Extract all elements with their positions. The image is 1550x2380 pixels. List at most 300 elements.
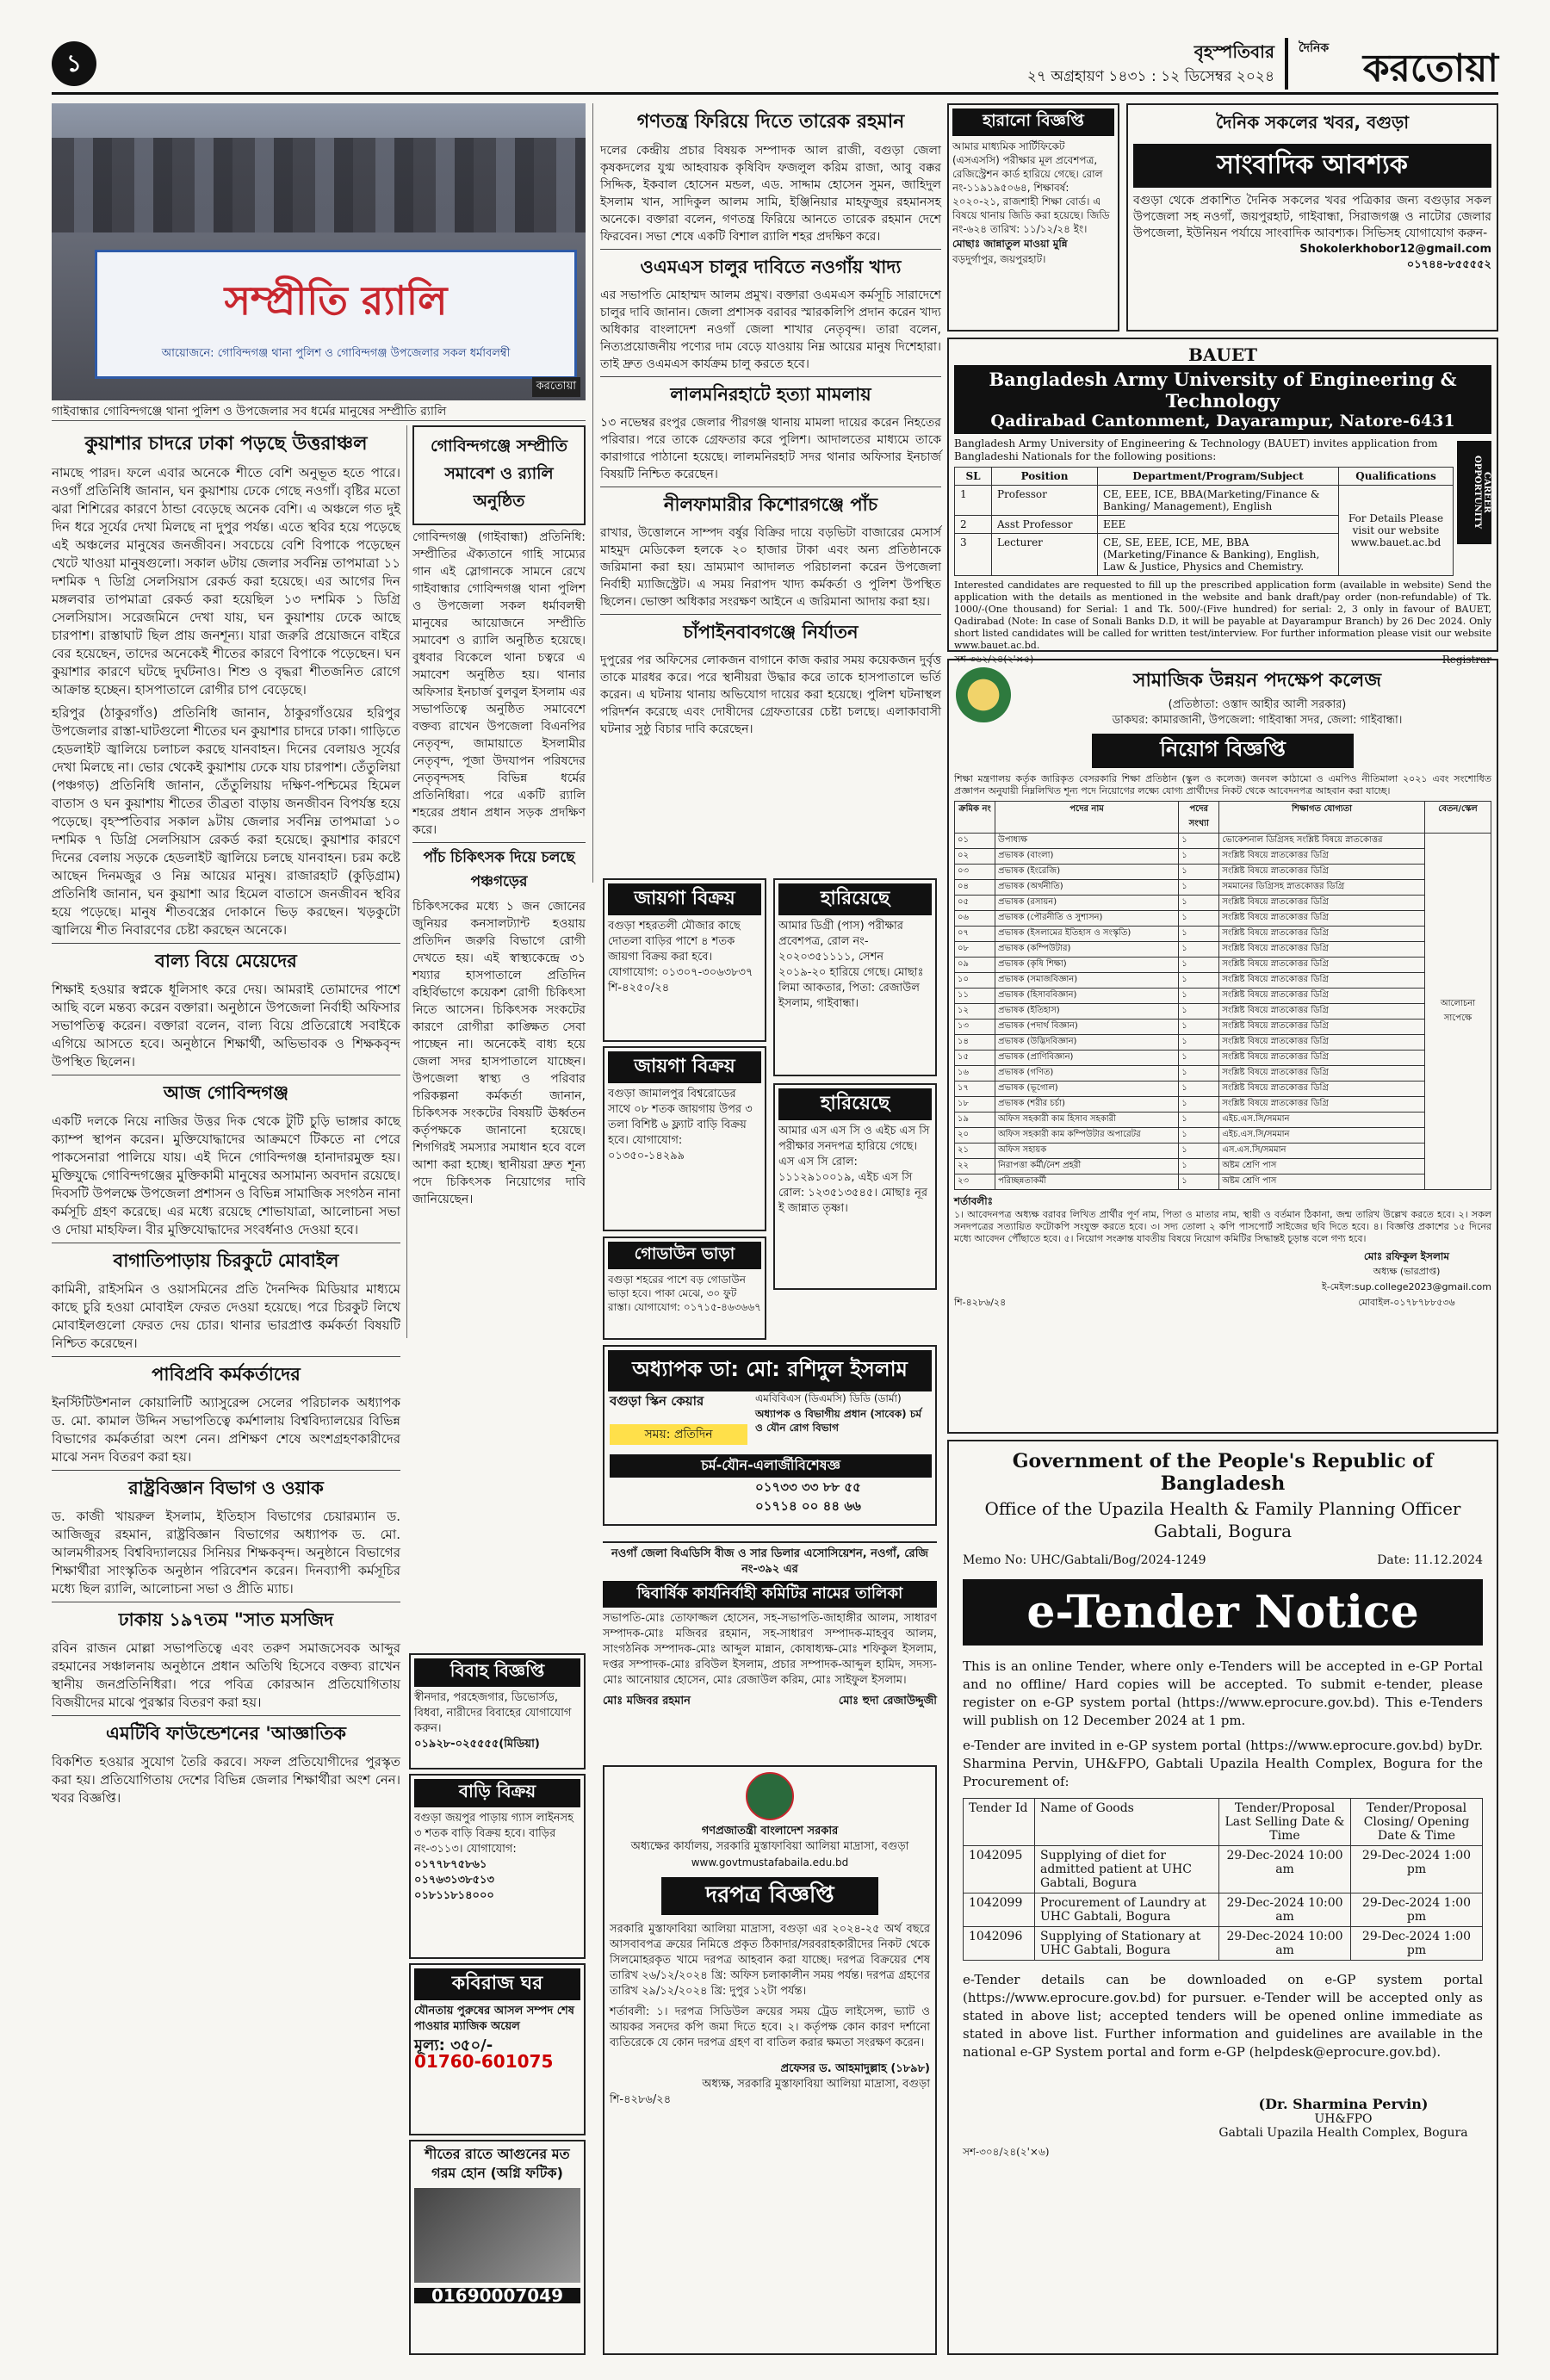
college-cell: সংশ্লিষ্ট বিষয়ে স্নাতকোত্তর ডিগ্রি: [1219, 1097, 1425, 1113]
ad-biye-phone: ০১৯২৮-০২৫৫৫৫(মিডিয়া): [414, 1738, 540, 1751]
article-c5-body: দুপুরের পর অফিসের লোকজন বাগানে কাজ করার সময় কয়েকজন দুর্বৃত্ত তাকে মারধর করে। পরে স্থানীয়রা উদ্ধার করে তাকে হাসপাতালে ভর্তি করেন। এ ঘটনায় থানায় অভিযোগ দায়ের করা হয়েছে। পুলিশ ঘটনাস্থল পরিদর্শন করেছে এবং দোষীদের গ্রেফতারের চেষ্টা চলছে। এলাকাবাসী ঘটনার সুষ্ঠু বিচার দাবি করেছেন।: [600, 654, 941, 736]
ad-shit-title: শীতের রাতে আগুনের মত গরম হোন (অগ্নি ফটিক): [425, 2146, 570, 2181]
tender-col: Tender/Proposal Last Selling Date & Time: [1219, 1799, 1351, 1846]
article-b2-body: চিকিৎসকের মধ্যে ১ জন জোনের জুনিয়র কনসালট্যান্ট হওয়ায় প্রতিদিন জরুরি বিভাগে রোগী দেখতে হয়। এই স্বাস্থ্যকেন্দ্রে ৩১ শয্যার হাসপাতালে প্রতিদিন বহির্বিভাগে কয়েকশ রোগী চিকিৎসা নিতে আসেন। চিকিৎসক সংকটের কারণে রোগীরা কাঙ্ক্ষিত সেবা পাচ্ছেন না। অনেকেই বাধ্য হয়ে জেলা সদর হাসপাতালে যাচ্ছেন। উপজেলা স্বাস্থ্য ও পরিবার পরিকল্পনা কর্মকর্তা জানান, চিকিৎসক সংকটের বিষয়টি ঊর্ধ্বতন কর্তৃপক্ষকে জানানো হয়েছে। শিগগিরই সমস্যার সমাধান হবে বলে আশা করা হচ্ছে। স্থানীয়রা দ্রুত শূন্য পদে চিকিৎসক নিয়োগের দাবি জানিয়েছেন।: [412, 900, 586, 1206]
college-cell: ১: [1179, 1175, 1219, 1190]
college-cell: ১: [1179, 1144, 1219, 1159]
college-cell: ০৯: [955, 958, 995, 973]
madrasa-terms: শর্তাবলী: ১। দরপত্র সিডিউল ক্রয়ের সময় ট্রেড লাইসেন্স, ভ্যাট ও আয়কর সনদের কপি জমা দিতে হবে। ২। কর্তৃপক্ষ কোন কারণ দর্শানো ব্যতিরেকে যে কোন দরপত্র গ্রহণ বা বাতিল করার ক্ষমতা সংরক্ষণ করেন।: [610, 2005, 930, 2049]
ad-kobiraj-price: মূল্য: ৩৫০/-: [414, 2036, 493, 2055]
bauet-foot: Interested candidates are requested to fill up the prescribed application form (available in website) Send the application with the details as mentioned in the website and bank draft/pay order (non-refundable) of Tk. 1000/-(One thousand) for Serial: 1 and Tk. 500/-(Five hundred) for serial: 2, 3 only in favour of BAUET, Qadirabad (Note: In case of Sonali Banks D.D, it will be payable at Dayarampur Branch) by 26 Dec 2024. Only short listed candidates will be called for written test/interview. For further information please visit our website www.bauet.ac.bd.: [954, 580, 1491, 651]
assoc-sign-1: মোঃ মজিবর রহমান: [603, 1695, 691, 1708]
ad-godown-title: গোডাউন ভাড়া: [608, 1242, 761, 1269]
tender-cell: 29-Dec-2024 10:00 am: [1219, 1927, 1351, 1961]
banner-title: সম্প্রীতি র‍্যালি: [224, 277, 448, 324]
tender-cell: 1042099: [964, 1893, 1035, 1927]
table-row: [955, 1066, 1491, 1082]
college-cell: ১৩: [955, 1020, 995, 1035]
ad-hariye-2-body: আমার এস এস সি ও এইচ এস সি পরীক্ষার সনদপত্র হারিয়ে গেছে। এস এস সি রোল: ১১১২৯১০০১৯, এইচ এস সি রোল: ১২৩৫১৩৫৪৫। মোছাঃ নূর ই জান্নাত তৃষ্ণা।: [778, 1125, 930, 1215]
college-cell: ০৩: [955, 865, 995, 880]
paper-name: করতোয়া: [1362, 46, 1498, 90]
bauet-badge: CAREER OPPORTUNITY: [1457, 441, 1491, 544]
college-cell: অষ্টম শ্রেণি পাস: [1219, 1159, 1425, 1175]
table-row: [955, 880, 1491, 896]
college-cell: ১১: [955, 989, 995, 1004]
college-cell: ১: [1179, 973, 1219, 989]
ad-sangbadik-phone: ০১৭৪৪-৮৫৫৫৫২: [1406, 258, 1491, 271]
ad-hariye-2-title: হারিয়েছে: [778, 1088, 932, 1120]
college-cell: ১: [1179, 942, 1219, 958]
table-row: [955, 849, 1491, 865]
article-b1-body: গোবিন্দগঞ্জ (গাইবান্ধা) প্রতিনিধি: সম্প্রীতির ঐক্যতানে গাহি সাম্যের গান এই স্লোগানকে সামনে রেখে গাইবান্ধার গোবিন্দগঞ্জ থানা পুলিশ ও উপজেলা সকল ধর্মাবলম্বী মানুষের আয়োজনে সম্প্রীতি সমাবেশ ও র‍্যালি অনুষ্ঠিত হয়েছে। বুধবার বিকেলে থানা চত্বরে এ সমাবেশ অনুষ্ঠিত হয়। থানার অফিসার ইনচার্জ বুলবুল ইসলাম এর সভাপতিত্বে অনুষ্ঠিত সমাবেশে বক্তব্য রাখেন উপজেলা বিএনপির নেতৃবৃন্দ, জামায়াতে ইসলামীর নেতৃবৃন্দ, পূজা উদযাপন পরিষদের নেতৃবৃন্দসহ বিভিন্ন ধর্মের প্রতিনিধিরা। পরে একটি র‍্যালি শহরের প্রধান প্রধান সড়ক প্রদক্ষিণ করে।: [412, 530, 586, 837]
college-cell: অফিস সহকারী কাম হিসাব সহকারী: [995, 1113, 1179, 1128]
ad-sangbadik-top: দৈনিক সকলের খবর, বগুড়া: [1215, 112, 1410, 133]
college-terms-title: শর্তাবলীঃ: [954, 1195, 994, 1207]
college-cell: ১২: [955, 1004, 995, 1020]
bauet-cell: CE, SE, EEE, ICE, ME, BBA (Marketing/Finance & Banking), English, Law & Justice, Physics and Chemistry.: [1098, 534, 1339, 576]
tender-col: Name of Goods: [1035, 1799, 1219, 1846]
tender-date: Date: 11.12.2024: [1377, 1553, 1483, 1567]
college-cell: ১৪: [955, 1035, 995, 1051]
college-sub: (প্রতিষ্ঠাতা: ওস্তাদ আহীর আলী সরকার): [1168, 698, 1347, 711]
college-cell: ১: [1179, 1035, 1219, 1051]
masthead-date: ২৭ অগ্রহায়ণ ১৪৩১ : ১২ ডিসেম্বর ২০২৪: [1026, 68, 1274, 85]
college-cell: ২৩: [955, 1175, 995, 1190]
ad-bari-phone-1: ০১৭৭৮৭৫৮৬১: [414, 1858, 487, 1871]
table-row: [955, 865, 1491, 880]
college-cell: সংশ্লিষ্ট বিষয়ে স্নাতকোত্তর ডিগ্রি: [1219, 865, 1425, 880]
madrasa-sign: প্রফেসর ড. আহমাদুল্লাহ (১৮৯৮): [780, 2062, 930, 2075]
college-intro: শিক্ষা মন্ত্রণালয় কর্তৃক জারিকৃত বেসরকারি শিক্ষা প্রতিষ্ঠান (স্কুল ও কলেজ) জনবল কাঠামো ও এমপিও নীতিমালা ২০২১ এবং সংশোধিত প্রজ্ঞাপন অনুযায়ী নিম্নলিখিত শূন্য পদে নিয়োগের লক্ষ্যে যোগ্য প্রার্থীদের নিকট থেকে আবেদনপত্র আহবান করা যাচ্ছে।: [954, 773, 1491, 796]
ad-hariye-1: [773, 878, 937, 1076]
college-cell: এইচ.এস.সি/সমমান: [1219, 1113, 1425, 1128]
tender-memo: Memo No: UHC/Gabtali/Bog/2024-1249: [963, 1553, 1206, 1567]
table-row: [955, 1113, 1491, 1128]
ad-doctor-sub: এমবিবিএস (ডিএমসি) ডিডি (ডার্মা): [755, 1392, 902, 1404]
bauet-table-header: [955, 468, 1454, 486]
ad-hariye-1-title: হারিয়েছে: [778, 883, 932, 915]
madrasa-gov: গণপ্রজাতন্ত্রী বাংলাদেশ সরকার: [701, 1825, 839, 1838]
article-c1-title: গণতন্ত্র ফিরিয়ে দিতে তারেক রহমান: [636, 111, 905, 133]
bauet-subtitle: Qadirabad Cantonment, Dayarampur, Natore-6431: [990, 412, 1455, 431]
college-code: শি-৪২৮৬/২৪: [954, 1297, 1007, 1308]
ad-jayga-1-body: বগুড়া শহরতলী মৌজার কাছে দোতলা বাড়ির পাশে ৪ শতক জায়গা বিক্রয় করা হবে। যোগাযোগ: ০১৩০৭-৩০৬৩৮৩৭: [608, 920, 753, 979]
college-col: পদের নাম: [995, 802, 1179, 834]
college-cell: প্রভাষক (হিসাববিজ্ঞান): [995, 989, 1179, 1004]
masthead-day: বৃহস্পতিবার: [1194, 41, 1274, 62]
college-col: বেতন/স্কেল: [1425, 802, 1491, 834]
tender-sign: (Dr. Sharmina Pervin): [1258, 2096, 1429, 2112]
madrasa-role: অধ্যক্ষ, সরকারি মুস্তাফাবিয়া আলিয়া মাদ্রাসা, বগুড়া: [702, 2078, 930, 2091]
college-cell: ১: [1179, 927, 1219, 942]
article-a3-body: একটি দলকে নিয়ে নাজির উত্তর দিক থেকে টুটি চুড়ি ভাঙ্গার কাছে ক্যাম্প স্থাপন করেন। মুক্তিযোদ্ধাদের আক্রমণে টিকতে না পেরে পাকসেনারা পালিয়ে যায়। এই দিনে গোবিন্দগঞ্জ হানাদারমুক্ত হয়। মুক্তিযুদ্ধে গোবিন্দগঞ্জের মুক্তিকামী মানুষের অসামান্য অবদান রয়েছে। দিবসটি উপলক্ষে উপজেলা প্রশাসন ও বিভিন্ন সামাজিক সংগঠন নানা কর্মসূচি গ্রহণ করেছে। এর মধ্যে রয়েছে শোভাযাত্রা, আলোচনা সভা ও দোয়া মাহফিল। বীর মুক্তিযোদ্ধাদের সংবর্ধনাও দেওয়া হবে।: [52, 1113, 401, 1237]
ad-jayga-2-body: বগুড়া জামালপুর বিশ্বরোডের সাথে ০৮ শতক জায়গায় উপর ৩ তলা বিশিষ্ট ৬ ফ্ল্যাট বাড়ি বিক্রয় হবে। যোগাযোগ: ০১৩৫০-১৪২৯৯: [608, 1088, 753, 1162]
article-a7-title: ঢাকায় ১৯৭তম "সাত মসজিদ: [52, 1602, 400, 1636]
table-row: [955, 1051, 1491, 1066]
article-c3-body: ১৩ নভেম্বর রংপুর জেলার পীরগঞ্জ থানায় মামলা দায়ের করেন নিহতের পরিবার। পরে তাকে গ্রেফতার করে পুলিশ। আদালতের মাধ্যমে তাকে কারাগারে পাঠানো হয়েছে। লালমনিরহাট সদর থানার অফিসার ইনচার্জ বিষয়টি নিশ্চিত করেছেন।: [600, 416, 941, 481]
ad-doctor-phone-1: ০১৭৩৩ ৩৩ ৮৮ ৫৫: [755, 1479, 861, 1495]
table-row: [955, 896, 1491, 911]
article-a5-title: পাবিপ্রবি কর্মকর্তাদের: [52, 1356, 400, 1391]
tender-cell: 29-Dec-2024 10:00 am: [1219, 1893, 1351, 1927]
bauet-cell: Professor: [992, 486, 1098, 516]
bauet-col-dept: Department/Program/Subject: [1098, 468, 1339, 486]
college-cell: সংশ্লিষ্ট বিষয়ে স্নাতকোত্তর ডিগ্রি: [1219, 942, 1425, 958]
bauet-title: Bangladesh Army University of Engineering & Technology: [989, 369, 1457, 412]
ad-kobiraj: [409, 1963, 586, 2135]
college-col: শিক্ষাগত যোগ্যতা: [1219, 802, 1425, 834]
college-cell: ১: [1179, 834, 1219, 849]
college-cell: ১: [1179, 1159, 1219, 1175]
assoc-body: সভাপতি-মোঃ তোফাজ্জল হোসেন, সহ-সভাপতি-জাহাঙ্গীর আলম, সাধারণ সম্পাদক-মোঃ মজিবর রহমান, সহ-সাধারণ সম্পাদক-মাহবুব আলম, সাংগঠনিক সম্পাদক-মোঃ আব্দুল মান্নান, কোষাধ্যক্ষ-মোঃ শফিকুল ইসলাম, দপ্তর সম্পাদক-মোঃ রবিউল ইসলাম, প্রচার সম্পাদক-আব্দুল হামিদ, সদস্য-মোঃ আনোয়ার হোসেন, মোঃ রেজাউল করিম, মোঃ সাইফুল ইসলাম।: [603, 1612, 937, 1687]
bauet-col-qual: Qualifications: [1339, 468, 1454, 486]
article-a6-title: রাষ্ট্রবিজ্ঞান বিভাগ ও ওয়াক: [52, 1470, 400, 1504]
article-a7-body: রবিন রাজন মোল্লা সভাপতিত্বে এবং তরুণ সমাজসেবক আব্দুর রহমানের সঞ্চালনায় অনুষ্ঠানে প্রধান অতিথি হিসেবে বক্তব্য রাখেন স্থানীয় জনপ্রতিনিধিরা। পরে পবিত্র কোরআন প্রতিযোগিতায় বিজয়ীদের মাঝে পুরস্কার বিতরণ করা হয়।: [52, 1640, 400, 1710]
college-cell: উপাধ্যক্ষ: [995, 834, 1179, 849]
assoc-title: দ্বিবার্ষিক কার্যনির্বাহী কমিটির নামের তালিকা: [603, 1581, 937, 1608]
ad-bari-body: বগুড়া জয়পুর পাড়ায় গ্যাস লাইনসহ ৩ শতক বাড়ি বিক্রয় হবে। বাড়ির নং-৩১১৩। যোগাযোগ:: [414, 1812, 574, 1856]
madrasa-title: দরপত্র বিজ্ঞপ্তি: [661, 1877, 878, 1915]
college-table-header: [955, 802, 1491, 834]
banner-sub: আয়োজনে: গোবিন্দগঞ্জ থানা পুলিশ ও গোবিন্দগঞ্জ উপজেলার সকল ধর্মাবলম্বী: [161, 347, 511, 360]
college-cell: ১: [1179, 1128, 1219, 1144]
college-cell: ২১: [955, 1144, 995, 1159]
banner: [95, 250, 577, 379]
tender-cell: 29-Dec-2024 10:00 am: [1219, 1846, 1351, 1893]
college-email: ই-মেইল:sup.college2023@gmail.com: [1321, 1281, 1491, 1292]
ad-jayga-2: [603, 1046, 766, 1231]
college-cell: সংশ্লিষ্ট বিষয়ে স্নাতকোত্তর ডিগ্রি: [1219, 989, 1425, 1004]
article-a6-body: ড. কাজী খায়রুল ইসলাম, ইতিহাস বিভাগের চেয়ারম্যান ড. আজিজুর রহমান, রাষ্ট্রবিজ্ঞান বিভাগের অধ্যাপক ড. মো. আলমগীরসহ বিশ্ববিদ্যালয়ের সিনিয়র শিক্ষকবৃন্দ। অনুষ্ঠানে বিভাগের শিক্ষার্থীরা সাংস্কৃতিক অনুষ্ঠান পরিবেশন করেন। দিনব্যাপী কর্মসূচির মধ্যে ছিল র‍্যালি, আলোচনা সভা ও প্রীতি ম্যাচ।: [52, 1509, 400, 1596]
ad-jayga-1: [603, 878, 766, 1042]
table-row: [955, 1097, 1491, 1113]
college-cell: ১: [1179, 1020, 1219, 1035]
college-cell: সংশ্লিষ্ট বিষয়ে স্নাতকোত্তর ডিগ্রি: [1219, 1082, 1425, 1097]
ad-sangbadik-title: সাংবাদিক আবশ্যক: [1133, 144, 1491, 188]
article-c4-title: নীলফামারীর কিশোরগঞ্জে পাঁচ: [600, 487, 941, 521]
college-cell: ১৬: [955, 1066, 995, 1082]
article-a1-title: কুয়াশার চাদরে ঢাকা পড়ছে উত্তরাঞ্চল: [84, 433, 368, 455]
ad-bari-phone-3: ০১৮১১৮১৪০০০: [414, 1889, 494, 1902]
college-cell: ১: [1179, 865, 1219, 880]
college-salary-cell: আলোচনা সাপেক্ষে: [1425, 834, 1491, 1190]
ad-shit: [409, 2140, 586, 2355]
ad-biye: [409, 1653, 586, 1770]
bauet-cell: 1: [955, 486, 992, 516]
tender-col: Tender/Proposal Closing/ Opening Date & Time: [1351, 1799, 1483, 1846]
ad-harano-body: আমার মাধ্যমিক সার্টিফিকেট (এসএসসি) পরীক্ষার মূল প্রবেশপত্র, রেজিস্ট্রেশন কার্ড হারিয়ে গেছে। রোল নং-১১৯১৯৫০৬৪, শিক্ষাবর্ষ: ২০২০-২১, রাজশাহী শিক্ষা বোর্ড। এ বিষয়ে থানায় জিডি করা হয়েছে। জিডি নং-৬২৪ তারিখ: ১১/১২/২৪ ইং।: [952, 140, 1110, 235]
ad-bari-title: বাড়ি বিক্রয়: [414, 1779, 580, 1807]
table-row: [955, 1175, 1491, 1190]
tender-p2: e-Tender are invited in e-GP system portal (https://www.eprocure.gov.bd) byDr. Sharmina Pervin, UH&FPO, Gabtali Upazila Health Complex, Bogura for the Procurement of:: [963, 1738, 1483, 1789]
college-cell: অষ্টম শ্রেণি পাস: [1219, 1175, 1425, 1190]
table-row: [964, 1846, 1483, 1893]
table-row: [955, 1144, 1491, 1159]
college-cell: ১০: [955, 973, 995, 989]
tender-cell: Procurement of Laundry at UHC Gabtali, Bogura: [1035, 1893, 1219, 1927]
college-cell: সংশ্লিষ্ট বিষয়ে স্নাতকোত্তর ডিগ্রি: [1219, 973, 1425, 989]
college-cell: ১: [1179, 896, 1219, 911]
article-b2-title: পাঁচ চিকিৎসক দিয়ে চলছে পঞ্চগড়ের: [412, 842, 586, 895]
college-cell: ১৫: [955, 1051, 995, 1066]
table-row: [955, 973, 1491, 989]
table-row: [955, 989, 1491, 1004]
article-a8-title: এমটিবি ফাউন্ডেশনের 'আজ্ঞাতিক: [52, 1715, 400, 1750]
table-row: [955, 1020, 1491, 1035]
gov-seal-icon: [746, 1772, 794, 1820]
ad-doctor-title: অধ্যাপক ডা: মো: রশিদুল ইসলাম: [608, 1350, 932, 1391]
college-cell: এইচ.এস.সি/সমমান: [1219, 1128, 1425, 1144]
bauet-notice: [947, 338, 1498, 666]
college-cell: সংশ্লিষ্ট বিষয়ে স্নাতকোত্তর ডিগ্রি: [1219, 1020, 1425, 1035]
college-cell: প্রভাষক (প্রাণিবিজ্ঞান): [995, 1051, 1179, 1066]
article-c3-title: লালমনিরহাটে হত্যা মামলায়: [600, 376, 941, 411]
college-cell: ০৭: [955, 927, 995, 942]
ad-jayga-1-code: শি-৪২৫০/২৪: [608, 982, 670, 995]
article-c4-body: রাখার, উত্তোলনে সাম্পদ বর্ষুর বিক্রির দায়ে বড়ভিটা বাজারের মেসার্স মাহমুদ মেডিকেল হলকে ২০ হাজার টাকা এবং অন্য প্রতিষ্ঠানকে জরিমানা করা হয়। ভ্রাম্যমাণ আদালত পরিচালনা করেন উপজেলা নির্বাহী ম্যাজিস্ট্রেট। এ সময় নিরাপদ খাদ্য কর্মকর্তা ও পুলিশ উপস্থিত ছিলেন। ভোক্তা অধিকার সংরক্ষণ আইনে এ জরিমানা আদায় করা হয়।: [600, 526, 941, 609]
bauet-col-position: Position: [992, 468, 1098, 486]
bauet-qual-cell: For Details Please visit our website www.bauet.ac.bd: [1339, 486, 1454, 576]
college-col: পদের সংখ্যা: [1179, 802, 1219, 834]
ad-hariye-1-body: আমার ডিগ্রী (পাস) পরীক্ষার প্রবেশপত্র, রোল নং- ২০২০৩৫১১১১, সেশন ২০১৯-২০ হারিয়ে গেছে। মোছাঃ লিমা আকতার, পিতা: রেজাউল ইসলাম, গাইবান্ধা।: [778, 920, 924, 1010]
article-a1-body: নামছে পারদ। ফলে এবার অনেকে শীতে বেশি অনুভূত হতে পারে। নওগাঁ প্রতিনিধি জানান, ঘন কুয়াশায় ঢেকে গেছে নওগাঁ। বৃষ্টির মতো ঝরা শিশিরের কারণে ঠান্ডা বেড়েছে অনেক বেশি। এ অঞ্চলে গত দুই দিন ধরে সূর্যের দেখা মিলছে না দুপুর পর্যন্ত। এতে স্থবির হয়ে পড়েছে এই অঞ্চলের মানুষের জনজীবন। সবচেয়ে বেশি বিপাকে পড়েছেন খেটে খাওয়া মানুষগুলো। সকাল ৬টায় জেলার সর্বনিম্ন তাপমাত্রা ১১ দশমিক ৭ ডিগ্রি সেলসিয়াস রেকর্ড করা হয়েছে। এর আগের দিন মঙ্গলবার তাপমাত্রা রেকর্ড করা হয়েছিল ১৩ দশমিক ১ ডিগ্রি সেলসিয়াস। সরেজমিনে দেখা যায়, ঘন কুয়াশায় ঢেকে আছে চারপাশ। রাস্তাঘাট ছিল প্রায় জনশূন্য। যারা জরুরি প্রয়োজনে বাইরে বের হয়েছেন, তাদের অনেকেই শীতের কারণে বিপাকে পড়েছেন। ঘন কুয়াশার কারণে ঘটছে দুর্ঘটনাও। শিশু ও বৃদ্ধরা শীতজনিত রোগে আক্রান্ত হচ্ছেন। হাসপাতালে রোগীর চাপ বেড়েছে।: [52, 465, 400, 697]
tender-cell: Supplying of diet for admitted patient at UHC Gabtali, Bogura: [1035, 1846, 1219, 1893]
table-row: [955, 1004, 1491, 1020]
ad-godown: [603, 1236, 766, 1340]
tender-cell: 1042095: [964, 1846, 1035, 1893]
bauet-tag: BAUET: [1188, 344, 1257, 365]
college-cell: ০৫: [955, 896, 995, 911]
college-table: [954, 801, 1491, 1190]
bauet-cell: CE, EEE, ICE, BBA(Marketing/Finance & Banking/ Management), English: [1098, 486, 1339, 516]
college-cell: প্রভাষক (পদার্থ বিজ্ঞান): [995, 1020, 1179, 1035]
college-cell: ১: [1179, 911, 1219, 927]
ad-doctor-place: বগুড়া স্কিন কেয়ার: [610, 1393, 704, 1409]
college-cell: সংশ্লিষ্ট বিষয়ে স্নাতকোত্তর ডিগ্রি: [1219, 896, 1425, 911]
college-cell: ১: [1179, 1066, 1219, 1082]
table-row: [955, 958, 1491, 973]
photo-credit: করতোয়া: [532, 377, 580, 397]
college-cell: ১: [1179, 989, 1219, 1004]
college-cell: প্রভাষক (শরীর চর্চা): [995, 1097, 1179, 1113]
table-row: [964, 1927, 1483, 1961]
college-phone: মোবাইল-০১৭৮৭৮৮৫৩৬: [1358, 1297, 1455, 1308]
college-cell: ১: [1179, 1051, 1219, 1066]
college-cell: সংশ্লিষ্ট বিষয়ে স্নাতকোত্তর ডিগ্রি: [1219, 1035, 1425, 1051]
college-cell: প্রভাষক (বাংলা): [995, 849, 1179, 865]
ad-doctor: [603, 1345, 937, 1526]
college-cell: ১: [1179, 1097, 1219, 1113]
tender-p3: e-Tender details can be downloaded on e-GP system portal (https://www.eprocure.gov.bd) for pursuer. e-Tender will be accepted only as stated in above list; accepted tenders will be opened online immediate as stated in above list. Further information and guidelines are available in the national e-GP System portal and form e-GP (helpdesk@eprocure.gov.bd).: [963, 1972, 1483, 2060]
college-cell: প্রভাষক (কম্পিউটার): [995, 942, 1179, 958]
tender-table: [963, 1798, 1483, 1961]
college-cell: প্রভাষক (পৌরনীতি ও সুশাসন): [995, 911, 1179, 927]
college-cell: সংশ্লিষ্ট বিষয়ে স্নাতকোত্তর ডিগ্রি: [1219, 927, 1425, 942]
table-row: [955, 1128, 1491, 1144]
ad-biye-body: স্বীনদার, পরহেজগার, ডিভোর্সড, বিধবা, নারীদের বিবাহের যোগাযোগ করুন।: [414, 1691, 572, 1735]
article-c1-body: দলের কেন্দ্রীয় প্রচার বিষয়ক সম্পাদক আল রাজী, বগুড়া জেলা কৃষকদলের যুগ্ম আহবায়ক কৃষিবিদ ফজলুল করিম রাজা, আবু বক্কর সিদ্দিক, ইকবাল হোসেন মন্ডল, এড. সাদ্দাম হোসেন সুমন, জাহিদুল ইসলাম খান, সাদিকুল আলম সামি, ইঞ্জিনিয়ার মাহফুজুর রহমানসহ অনেকে। বক্তারা বলেন, গণতন্ত্র ফিরিয়ে আনতে তারেক রহমান দেশে ফিরবেন। সভা শেষে একটি বিশাল র‍্যালি শহর প্রদক্ষিণ করে।: [600, 144, 941, 244]
bauet-cell: 2: [955, 516, 992, 534]
col-a: [52, 425, 400, 2354]
ad-bari: [409, 1774, 586, 1959]
tender-cell: Supplying of Stationary at UHC Gabtali, Bogura: [1035, 1927, 1219, 1961]
rally-photo: [52, 103, 586, 400]
ad-biye-title: বিবাহ বিজ্ঞপ্তি: [414, 1658, 580, 1687]
crowd-shape: [52, 138, 586, 232]
table-row: [955, 1159, 1491, 1175]
article-b1-title: গোবিন্দগঞ্জে সম্প্রীতি সমাবেশ ও র‍্যালি অনুষ্ঠিত: [430, 437, 568, 511]
article-a1b-body: হরিপুর (ঠাকুরগাঁও) প্রতিনিধি জানান, ঠাকুরগাঁওয়ের হরিপুর উপজেলার রাস্তা-ঘাটগুলো শীতের ঘন কুয়াশার চাদরে ঢাকা। গাড়িতে হেডলাইট জ্বালিয়ে চলাচল করছে যানবাহন। দিনের বেলায়ও সূর্যের দেখা মিলছে না। ভোর থেকেই কুয়াশায় ঢেকে যায় চারপাশ। তেঁতুলিয়া (পঞ্চগড়) প্রতিনিধি জানান, তেঁতুলিয়ায় দক্ষিণ-পশ্চিমের হিমেল বাতাস ও ঘন কুয়াশায় শীতের তীব্রতা বাড়ায় জনজীবন বিপর্যস্ত হয়ে পড়েছে। বৃহস্পতিবার সকাল ৯টায় জেলার সর্বনিম্ন তাপমাত্রা ১০ দশমিক ৭ ডিগ্রি সেলসিয়াস রেকর্ড করা হয়েছে। কুয়াশার কারণে দিনের বেলায় সড়কে হেডলাইট জ্বালিয়ে চলছে যানবাহন। চরম কষ্টে আছেন দিনমজুর ও নিম্ন আয়ের মানুষ। রাজারহাট (কুড়িগ্রাম) প্রতিনিধি জানান, ঘন কুয়াশা আর হিমেল বাতাসে জনজীবন স্থবির হয়ে পড়েছে। মানুষ শীতবস্ত্রের দোকানে ভিড় করছেন। খড়কুটো জ্বালিয়ে শীত নিবারণের চেষ্টা করছেন অনেকে।: [52, 705, 400, 938]
tender-code: সশ-৩০৪/২৪(২'×৬): [963, 2146, 1050, 2158]
college-cell: ১৮: [955, 1097, 995, 1113]
tender-title: e-Tender Notice: [963, 1579, 1483, 1646]
bauet-code: সশ-৩৬২/২৪(২'×৫): [954, 654, 1034, 665]
college-addr: ডাকঘর: কামারজানী, উপজেলা: গাইবান্ধা সদর, জেলা: গাইবান্ধা।: [1112, 714, 1403, 727]
table-row: [964, 1893, 1483, 1927]
college-cell: এস.এস.সি/সমমান: [1219, 1144, 1425, 1159]
ad-jayga-1-title: জায়গা বিক্রয়: [608, 883, 761, 915]
college-cell: প্রভাষক (ইসলামের ইতিহাস ও সংস্কৃতি): [995, 927, 1179, 942]
college-cell: সমমানের ডিগ্রিসহ স্নাতকোত্তর ডিগ্রি: [1219, 880, 1425, 896]
col-b: [406, 425, 586, 1338]
tender-cell: 1042096: [964, 1927, 1035, 1961]
assoc-sign-2: মোঃ হুদা রেজাউদ্দুজী: [838, 1695, 937, 1708]
college-cell: ০৮: [955, 942, 995, 958]
bauet-cell: 3: [955, 534, 992, 576]
masthead-divider: [1285, 38, 1288, 90]
tender-col: Tender Id: [964, 1799, 1035, 1846]
ad-godown-body: বগুড়া শহরের পাশে বড় গোডাউন ভাড়া হবে। পাকা মেঝে, ৩০ ফুট রাস্তা। যোগাযোগ: ০১৭১৫-৪৬৩৬৬৭: [608, 1274, 761, 1313]
college-cell: প্রভাষক (রসায়ন): [995, 896, 1179, 911]
tender-table-header: [964, 1799, 1483, 1846]
college-cell: ১৭: [955, 1082, 995, 1097]
college-cell: ১৯: [955, 1113, 995, 1128]
tender-notice: [947, 1440, 1498, 2355]
madrasa-body: সরকারি মুস্তাফাবিয়া আলিয়া মাদ্রাসা, বগুড়া এর ২০২৪-২৫ অর্থ বছরে আসবাবপত্র ক্রয়ের নিমিত্তে প্রকৃত ঠিকাদার/সরবরাহকারীদের নিকট থেকে সিলমোহরকৃত খামে দরপত্র আহবান করা যাচ্ছে। দরপত্র বিক্রয়ের শেষ তারিখ ২৬/১২/২০২৪ খ্রি: অফিস চলাকালীন সময় পর্যন্ত। দরপত্র গ্রহণের তারিখ ২৯/১২/২০২৪ খ্রি: দুপুর ১২টা পর্যন্ত।: [610, 1923, 930, 1998]
ad-harano: [947, 103, 1119, 332]
table-row: [955, 834, 1491, 849]
article-a4-body: কামিনী, রাইসমিন ও ওয়াসমিনের প্রতি দৈনন্দিক মিডিয়ার মাধ্যমে কাছে চুরি হওয়া মোবাইল ফেরত দেওয়া হয়েছে। পরে চিরকুট লিখে মোবাইলগুলো ফেরত দেয় চোর। থানার ভারপ্রাপ্ত কর্মকর্তা বিষয়টি নিশ্চিত করেছেন।: [52, 1281, 400, 1351]
college-cell: অফিস সহকারী কাম কম্পিউটার অপারেটর: [995, 1128, 1179, 1144]
ad-doctor-spec: চর্ম-যৌন-এলার্জীবিশেষজ্ঞ: [610, 1454, 932, 1478]
college-cell: ০২: [955, 849, 995, 865]
college-cell: ১: [1179, 1113, 1219, 1128]
college-cell: সংশ্লিষ্ট বিষয়ে স্নাতকোত্তর ডিগ্রি: [1219, 849, 1425, 865]
ad-hariye-2: [773, 1083, 937, 1290]
article-a2-title: বাল্য বিয়ে মেয়েদের: [52, 943, 400, 977]
college-cell: প্রভাষক (ভূগোল): [995, 1082, 1179, 1097]
ad-sangbadik: [1126, 103, 1498, 332]
college-cell: ২২: [955, 1159, 995, 1175]
tender-sign-role: UH&FPO: [1314, 2112, 1373, 2126]
ad-jayga-2-title: জায়গা বিক্রয়: [608, 1051, 761, 1083]
paper-prefix: দৈনিক: [1299, 41, 1330, 55]
tender-sign-place: Gabtali Upazila Health Complex, Bogura: [1218, 2126, 1468, 2140]
college-cell: ০৪: [955, 880, 995, 896]
tender-place: Gabtali, Bogura: [1153, 1521, 1293, 1541]
tender-gov: Government of the People's Republic of Bangladesh: [1012, 1450, 1434, 1495]
college-cell: প্রভাষক (সমাজবিজ্ঞান): [995, 973, 1179, 989]
ad-sangbadik-email: Shokolerkhobor12@gmail.com: [1299, 243, 1491, 256]
tender-p1: This is an online Tender, where only e-Tenders will be accepted in e-GP Portal and no offline/ Hard copies will be accepted. To submit e-tender, please register on e-GP system portal (https://www.eprocure.gov.bd). This e-Tenders will publish on 12 December 2024 at 1 pm.: [963, 1658, 1483, 1728]
bauet-intro: Bangladesh Army University of Engineering & Technology (BAUET) invites application from Bangladeshi Nationals for the following positions:: [954, 437, 1438, 462]
madrasa-notice: [603, 1765, 937, 2355]
article-c2-title: ওএমএস চালুর দাবিতে নওগাঁয় খাদ্য: [600, 249, 941, 283]
article-b1-title-box: [412, 425, 586, 525]
article-a8-body: বিকশিত হওয়ার সুযোগ তৈরি করবে। সফল প্রতিযোগীদের পুরস্কৃত করা হয়। প্রতিযোগিতায় দেশের বিভিন্ন জেলার শিক্ষার্থীরা অংশ নেন। খবর বিজ্ঞপ্তি।: [52, 1754, 400, 1806]
college-cell: ১: [1179, 1004, 1219, 1020]
college-cell: সংশ্লিষ্ট বিষয়ে স্নাতকোত্তর ডিগ্রি: [1219, 958, 1425, 973]
ad-kobiraj-body: যৌনতায় পুরুষের আসল সম্পদ শেষ পাওয়ার ম্যাজিক অয়েল: [414, 2005, 574, 2033]
ad-harano-name: মোছাঃ জান্নাতুল মাওয়া মুন্নি: [952, 238, 1068, 250]
ad-bari-phone-2: ০১৭৬৩১৩৮৫১৩: [414, 1874, 494, 1887]
college-cell: অফিস সহায়ক: [995, 1144, 1179, 1159]
bauet-header: [954, 365, 1491, 434]
college-sign-name: মোঃ রফিকুল ইসলাম: [1363, 1250, 1450, 1262]
article-a4-title: বাগাতিপাড়ায় চিরকুটে মোবাইল: [52, 1243, 400, 1277]
ad-doctor-phone-2: ০১৭১৪ ০০ ৪৪ ৬৬: [755, 1498, 861, 1514]
college-notice-title: নিয়োগ বিজ্ঞপ্তি: [1092, 734, 1354, 768]
ad-shit-image: [414, 2188, 580, 2283]
article-c2-body: এর সভাপতি মোহাম্মদ আলম প্রমুখ। বক্তারা ওএমএস কর্মসূচি সারাদেশে চালুর দাবি জানান। জেলা প্রশাসক বরাবর স্মারকলিপি প্রদান করেন খাদ্য অধিকার বাংলাদেশ নওগাঁ জেলা শাখার নেতৃবৃন্দ। তারা বলেন, নিত্যপ্রয়োজনীয় পণ্যের দাম বেড়ে যাওয়ায় নিম্ন আয়ের মানুষ দিশেহারা। তাই দ্রুত ওএমএস কার্যক্রম চালু করতে হবে।: [600, 288, 941, 371]
college-cell: ২০: [955, 1128, 995, 1144]
college-cell: ০১: [955, 834, 995, 849]
college-cell: ১: [1179, 880, 1219, 896]
table-row: [955, 927, 1491, 942]
college-cell: প্রভাষক (ইংরেজি): [995, 865, 1179, 880]
madrasa-code: শি-৪২৮৬/২৪: [610, 2093, 672, 2106]
assoc-list: [603, 1541, 937, 1757]
ad-harano-title: হারানো বিজ্ঞপ্তি: [952, 108, 1114, 136]
college-cell: সংশ্লিষ্ট বিষয়ে স্নাতকোত্তর ডিগ্রি: [1219, 1051, 1425, 1066]
college-cell: নিরাপত্তা কর্মী/নৈশ প্রহরী: [995, 1159, 1179, 1175]
col-c: [592, 103, 941, 883]
college-cell: ০৬: [955, 911, 995, 927]
bauet-col-sl: SL: [955, 468, 992, 486]
table-row: [955, 911, 1491, 927]
tender-cell: 29-Dec-2024 1:00 pm: [1351, 1927, 1483, 1961]
college-cell: প্রভাষক (কৃষি শিক্ষা): [995, 958, 1179, 973]
tender-office: Office of the Upazila Health & Family Planning Officer: [984, 1498, 1461, 1519]
college-notice: [947, 659, 1498, 1434]
ad-shit-phone: 01690007049: [414, 2288, 580, 2303]
college-col: ক্রমিক নং: [955, 802, 995, 834]
assoc-line: নওগাঁ জেলা বিএডিসি বীজ ও সার ডিলার এসোসিয়েশন, নওগাঁ, রেজি নং-৩৯২ এর: [611, 1547, 929, 1576]
masthead: [52, 34, 1498, 95]
college-sign-role: অধ্যক্ষ (ভারপ্রাপ্ত): [1373, 1266, 1441, 1277]
bauet-cell: Lecturer: [992, 534, 1098, 576]
tender-cell: 29-Dec-2024 1:00 pm: [1351, 1893, 1483, 1927]
ad-kobiraj-phone: 01760-601075: [414, 2051, 554, 2072]
college-cell: সংশ্লিষ্ট বিষয়ে স্নাতকোত্তর ডিগ্রি: [1219, 1004, 1425, 1020]
bauet-sign: Registrar: [1442, 654, 1491, 666]
bauet-cell: EEE: [1098, 516, 1339, 534]
bauet-cell: Asst Professor: [992, 516, 1098, 534]
ad-sangbadik-body: বগুড়া থেকে প্রকাশিত দৈনিক সকলের খবর পত্রিকার জন্য বগুড়ার সকল উপজেলা সহ নওগাঁ, জয়পুরহাট, গাইবান্ধা, সিরাজগঞ্জ ও নাটোর জেলার উপজেলা, ইউনিয়ন পর্যায়ে সাংবাদিক আবশ্যক। সিভিসহ যোগাযোগ করুন-: [1133, 194, 1491, 240]
college-cell: প্রভাষক (গণিত): [995, 1066, 1179, 1082]
ad-harano-place: বড়দুর্গাপুর, জয়পুরহাট।: [952, 253, 1046, 265]
college-cell: সংশ্লিষ্ট বিষয়ে স্নাতকোত্তর ডিগ্রি: [1219, 911, 1425, 927]
article-a2-body: শিক্ষাই হওয়ার স্বপ্নকে ধূলিসাৎ করে দেয়। আমরাই তোমাদের পাশে আছি বলে মন্তব্য করেন বক্তারা। অনুষ্ঠানে উপজেলা নির্বাহী অফিসার সভাপতিত্ব করেন। বক্তারা বলেন, বাল্য বিয়ে প্রতিরোধে সবাইকে এগিয়ে আসতে হবে। অনুষ্ঠানে শিক্ষার্থী, অভিভাবক ও শিক্ষকবৃন্দ উপস্থিত ছিলেন।: [52, 982, 400, 1069]
article-a5-body: ইনস্টিটিউশনাল কোয়ালিটি অ্যাসুরেন্স সেলের পরিচালক অধ্যাপক ড. মো. কামাল উদ্দিন সভাপতিত্বে কর্মশালায় বিশ্ববিদ্যালয়ের বিভিন্ন বিভাগের কর্মকর্তারা অংশ নেন। প্রশিক্ষণ শেষে অংশগ্রহণকারীদের মাঝে সনদ বিতরণ করা হয়।: [52, 1395, 400, 1465]
ad-doctor-time: সময়: প্রতিদিন: [610, 1424, 747, 1445]
ad-kobiraj-title: কবিরাজ ঘর: [414, 1968, 580, 2000]
article-a3-title: আজ গোবিন্দগঞ্জ: [52, 1075, 400, 1109]
college-cell: ১: [1179, 849, 1219, 865]
table-row: [955, 942, 1491, 958]
madrasa-name: অধ্যক্ষের কার্যালয়, সরকারি মুস্তাফাবিয়া আলিয়া মাদ্রাসা, বগুড়া: [630, 1840, 909, 1853]
table-row: [955, 1082, 1491, 1097]
